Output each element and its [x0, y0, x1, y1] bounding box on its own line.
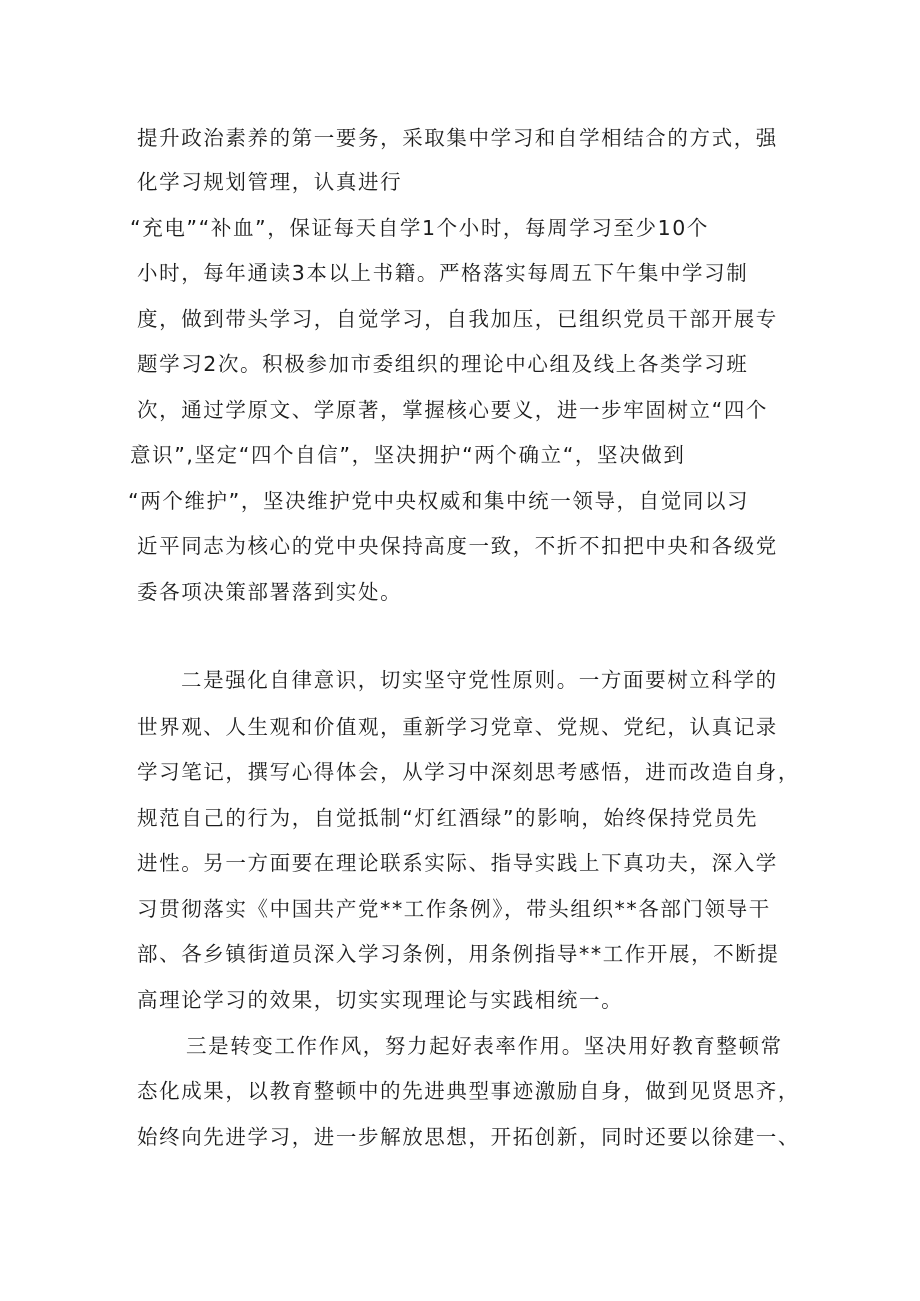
text-line: 始终向先进学习，进一步解放思想，开拓创新，同时还要以徐建一、 — [137, 1125, 800, 1149]
text-line: 度，做到带头学习，自觉学习，自我加压，已组织党员干部开展专 — [137, 307, 778, 331]
text-line: 提升政治素养的第一要务，采取集中学习和自学相结合的方式，强 — [137, 126, 778, 150]
text-line: 部、各乡镇街道员深入学习条例，用条例指导**工作开展，不断提 — [137, 942, 780, 966]
text-line: 小时，每年通读3本以上书籍。严格落实每周五下午集中学习制 — [137, 261, 749, 285]
text-line: 习贯彻落实《中国共产党**工作条例》，带头组织**各部门领导干 — [137, 897, 771, 921]
text-line: 题学习2次。积极参加市委组织的理论中心组及线上各类学习班 — [137, 352, 749, 376]
paragraph-lead-line: 三是转变工作作风，努力起好表率作用。坚决用好教育整顿常 — [186, 1034, 783, 1058]
text-line: 委各项决策部署落到实处。 — [137, 580, 403, 604]
text-line: 化学习规划管理，认真进行 — [137, 170, 403, 194]
text-line: 态化成果，以教育整顿中的先进典型事迹激励自身，做到见贤思齐， — [137, 1079, 800, 1103]
text-line: 近平同志为核心的党中央保持高度一致，不折不扣把中央和各级党 — [137, 534, 778, 558]
text-line: 进性。另一方面要在理论联系实际、指导实践上下真功夫，深入学 — [137, 851, 778, 875]
text-line: 高理论学习的效果，切实实现理论与实践相统一。 — [137, 988, 624, 1012]
text-line: “两个维护”，坚决维护党中央权威和集中统一领导，自觉同以习 — [128, 489, 750, 513]
text-line: 规范自己的行为，自觉抵制“灯红酒绿”的影响，始终保持党员先 — [137, 806, 759, 830]
text-line: “充电”“补血”，保证每天自学1个小时，每周学习至少10个 — [130, 216, 710, 240]
paragraph-lead-line: 二是强化自律意识，切实坚守党性原则。一方面要树立科学的 — [181, 668, 778, 692]
text-line: 学习笔记，撰写心得体会，从学习中深刻思考感悟，进而改造自身， — [137, 760, 800, 784]
text-line: 意识”,坚定“四个自信”，坚决拥护“两个确立“，坚决做到 — [130, 443, 686, 467]
text-line: 次，通过学原文、学原著，掌握核心要义，进一步牢固树立“四个 — [137, 398, 769, 422]
text-line: 世界观、人生观和价值观，重新学习党章、党规、党纪，认真记录 — [137, 715, 778, 739]
